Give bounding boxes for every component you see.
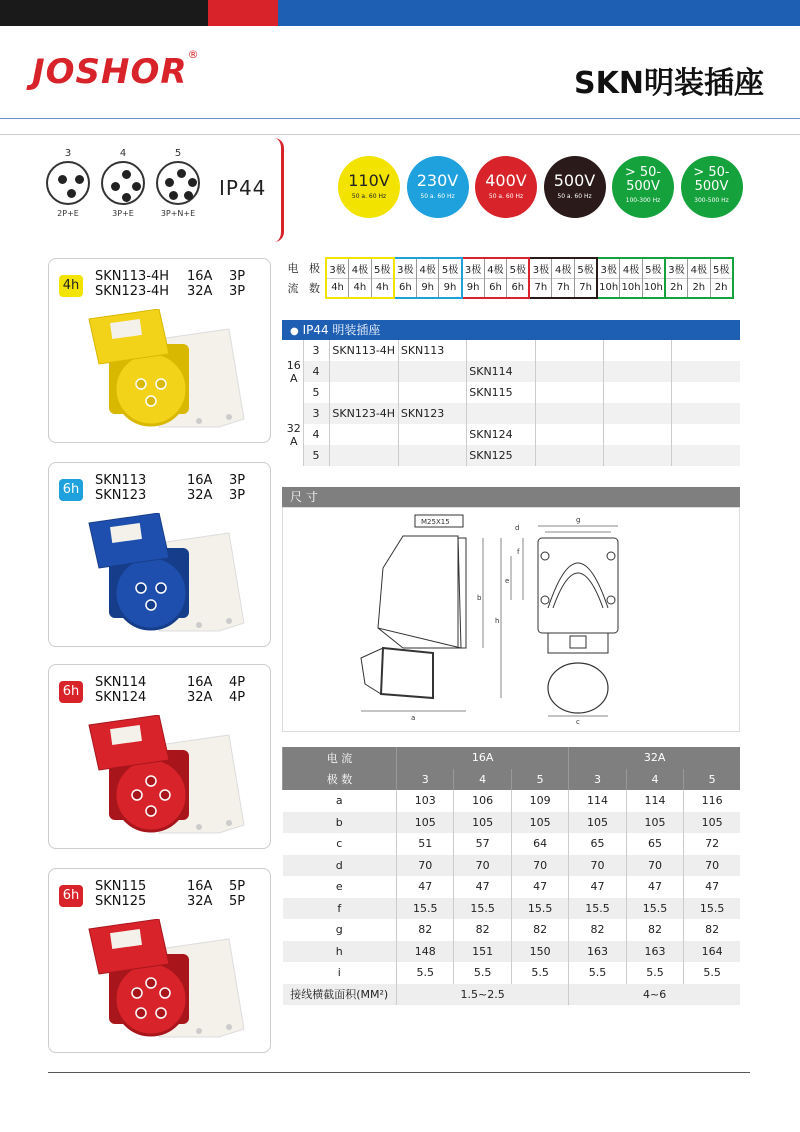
pin-dot [58,175,67,184]
pole-cell: 3极 [394,258,417,278]
pole-count: 3P [229,269,246,284]
pole-cell: 4极 [484,258,507,278]
pole-cell: 3极 [597,258,620,278]
model-cell [535,403,603,424]
pin-dot [75,175,84,184]
hour-cell: 10h [597,278,620,298]
model-cell [535,340,603,361]
model-number: SKN114 [95,675,147,690]
amperage: 16A [187,675,213,690]
amperage: 32A [187,284,213,299]
ip44-section-title: IP44 明装插座 [302,323,381,337]
hour-cell: 9h [416,278,439,298]
product-line [95,284,245,299]
spec-value: 82 [626,919,683,941]
model-cell [603,403,671,424]
spec-value: 70 [454,855,511,877]
hour-cell: 4h [349,278,372,298]
pole-cell: 5极 [507,258,530,278]
spec-wire-row [283,984,741,1006]
pole-table-label: 电 [287,262,299,275]
spec-value: 5.5 [454,962,511,984]
charge-hour-badge: 6h [59,885,83,907]
drop-icon: ● [290,326,299,337]
model-cell [535,445,603,466]
spec-value: 47 [511,876,568,898]
dim-letter-h: h [495,617,500,625]
spec-row-label: h [283,941,397,963]
charge-hour-badge: 6h [59,681,83,703]
model-cell [603,361,671,382]
pole-cell: 5极 [710,258,733,278]
pole-cell: 3极 [529,258,552,278]
socket-face-icon [101,161,145,205]
model-cell [467,403,535,424]
spec-pole-value: 4 [454,769,511,791]
wire-section-32a: 4~6 [569,984,740,1006]
spec-value: 103 [397,790,454,812]
socket-face-icon [156,161,200,205]
hour-cell: 9h [439,278,462,298]
thread-label: M25X15 [421,518,450,526]
dim-letter-g: g [576,516,581,524]
pole-count: 5P [229,879,246,894]
spec-value: 15.5 [569,898,626,920]
hour-cell: 10h [642,278,665,298]
wire-section-label: 接线横截面积(MM²) [283,984,397,1006]
pole-cell: 3极 [462,258,485,278]
ip44-section-header [282,320,740,340]
product-spec-lines [95,879,245,909]
model-number: SKN113 [95,473,147,488]
spec-current-label: 电 流 [283,747,397,769]
model-number: SKN115 [95,879,147,894]
product-line [95,879,245,894]
model-cell [672,424,740,445]
hour-cell: 7h [552,278,575,298]
model-cell [398,361,466,382]
ip44-row [282,445,740,466]
voltage-frequency: 50 a. 60 Hz [420,193,455,200]
ip44-row [282,361,740,382]
spec-value: 47 [454,876,511,898]
product-line [95,690,245,705]
spec-value: 15.5 [397,898,454,920]
model-cell: SKN123-4H [330,403,398,424]
amperage: 16A [187,879,213,894]
model-cell: SKN113 [398,340,466,361]
dimension-drawing [282,507,740,732]
pole-number: 5 [304,382,330,403]
hour-cell: 6h [507,278,530,298]
pole-cell: 5极 [371,258,394,278]
pole-cell: 4极 [552,258,575,278]
model-cell: SKN115 [467,382,535,403]
model-cell [330,445,398,466]
spec-row-label: e [335,880,343,894]
voltage-badge [407,156,469,218]
top-color-bar [0,0,800,26]
spec-value: 65 [569,833,626,855]
model-cell [672,403,740,424]
pin-diagram-5p [156,148,200,218]
brand-logo: JOSHOR® [32,48,200,92]
amperage: 32A [187,690,213,705]
pin-caption: 3P+E [112,209,134,218]
voltage-frequency: 50 a. 60 Hz [557,193,592,200]
voltage-value: 110V [348,171,390,190]
spec-value: 47 [684,876,740,898]
pole-table-label: 数 [309,282,320,295]
spec-value: 70 [684,855,740,877]
product-spec-lines [95,675,245,705]
model-cell [603,382,671,403]
dim-letter-e: e [505,577,510,585]
dimension-section-title: 尺 寸 [290,490,318,504]
model-cell: SKN125 [467,445,535,466]
pin-caption: 2P+E [57,209,79,218]
hour-cell: 7h [529,278,552,298]
spec-row-label: i [337,966,341,980]
spec-value: 116 [684,790,740,812]
pole-count: 4P [229,690,246,705]
product-card [48,462,271,647]
model-cell [467,340,535,361]
current-cell: 32 A [282,403,304,466]
amperage: 32A [187,894,213,909]
spec-value: 15.5 [454,898,511,920]
spec-value: 5.5 [397,962,454,984]
dim-letter-f: f [517,548,520,556]
spec-row [283,962,741,984]
model-cell [535,382,603,403]
hour-cell: 6h [394,278,417,298]
dim-letter-d: d [515,524,520,532]
spec-row-label: d [283,855,397,877]
socket-product-image [69,513,249,643]
model-cell [398,382,466,403]
socket-product-image [69,715,249,845]
hour-cell: 4h [371,278,394,298]
spec-value: 64 [511,833,568,855]
model-cell [603,424,671,445]
product-card [48,868,271,1053]
pin-count: 3 [64,148,72,159]
pin-dot [122,170,131,179]
socket-product-image [69,919,249,1049]
dimension-spec-table [282,747,740,1005]
spec-current-32a: 32A [569,747,740,769]
pin-dot [188,178,197,187]
model-cell [330,382,398,403]
wire-section-16a: 1.5~2.5 [397,984,569,1006]
pole-cell: 3极 [665,258,688,278]
model-cell: SKN113-4H [330,340,398,361]
model-cell [672,361,740,382]
model-cell: SKN124 [467,424,535,445]
spec-header-current [283,747,741,769]
footer-divider [48,1072,750,1073]
spec-value: 82 [684,919,740,941]
model-cell [535,424,603,445]
pole-table-label: 流 [287,282,299,295]
voltage-badge [681,156,743,218]
hour-cell: 2h [710,278,733,298]
product-line [95,269,245,284]
amperage: 16A [187,269,213,284]
pin-dot [177,169,186,178]
spec-row-label: b [283,812,397,834]
pin-dot [122,193,131,202]
current-cell: 16 A [282,340,304,403]
spec-value: 82 [397,919,454,941]
pole-cell: 5极 [642,258,665,278]
spec-value: 47 [626,876,683,898]
pole-number: 4 [304,424,330,445]
spec-row [283,919,741,941]
spec-value: 163 [569,941,626,963]
spec-value: 70 [397,855,454,877]
model-number: SKN123-4H [95,284,170,299]
dimension-section-header [282,487,740,507]
pole-count: 4P [229,675,246,690]
spec-row-label: f [283,898,397,920]
product-card [48,664,271,849]
spec-pole-label: 极 数 [283,769,397,791]
hour-cell: 6h [484,278,507,298]
ip-rating-label: IP44 [219,176,267,200]
spec-value: 65 [626,833,683,855]
page-title: SKN明装插座 [574,66,764,101]
spec-value: 70 [569,855,626,877]
spec-value: 105 [454,812,511,834]
model-cell [603,340,671,361]
pole-cell: 5极 [575,258,598,278]
spec-value: 47 [569,876,626,898]
pole-table-label: 极 [309,262,320,275]
model-cell [672,445,740,466]
ip44-model-table [282,340,740,466]
model-cell [330,361,398,382]
spec-row [283,812,741,834]
spec-value: 5.5 [684,962,740,984]
model-number: SKN113-4H [95,269,170,284]
hour-cell: 10h [620,278,643,298]
hour-cell: 4h [326,278,349,298]
pin-diagram-4p [101,148,145,218]
spec-pole-value: 3 [569,769,626,791]
spec-value: 70 [511,855,568,877]
pole-number: 3 [304,340,330,361]
ip44-row [282,424,740,445]
spec-current-16a: 16A [397,747,569,769]
pin-dot [132,182,141,191]
voltage-value: 500V [553,171,596,190]
pole-count: 3P [229,473,246,488]
spec-row-label: g [335,923,343,937]
product-card [48,258,271,443]
spec-row [283,833,741,855]
pole-cell: 4极 [349,258,372,278]
voltage-frequency: 50 a. 60 Hz [488,193,524,200]
model-cell: SKN123 [398,403,466,424]
spec-value: 163 [626,941,683,963]
pole-cell: 3极 [326,258,349,278]
pole-hour-table [282,257,734,299]
model-cell [330,424,398,445]
pin-caption: 3P+N+E [160,209,196,218]
pole-number: 5 [304,445,330,466]
spec-row [283,941,741,963]
pole-number: 3 [304,403,330,424]
model-number: SKN125 [95,894,147,909]
pin-dot [67,189,76,198]
spec-value: 105 [684,812,740,834]
spec-value: 105 [511,812,568,834]
amperage: 32A [187,488,213,503]
spec-value: 105 [626,812,683,834]
spec-value: 82 [511,919,568,941]
ip44-row [282,382,740,403]
hour-cell: 2h [688,278,711,298]
spec-value: 150 [511,941,568,963]
dimension-drawing-svg [283,508,741,733]
spec-value: 82 [454,919,511,941]
spec-value: 47 [397,876,454,898]
spec-value: 15.5 [626,898,683,920]
product-line [95,488,245,503]
spec-value: 105 [397,812,454,834]
pin-dot [111,182,120,191]
spec-value: 164 [684,941,740,963]
ip44-row [282,340,740,361]
spec-row [283,876,741,898]
dim-letter-a: a [411,714,416,722]
spec-row-label: c [336,837,343,851]
spec-value: 51 [397,833,454,855]
spec-row [283,790,741,812]
voltage-frequency: 300-500 Hz [694,197,729,204]
dim-letter-b: b [477,594,482,602]
product-line [95,473,245,488]
spec-pole-value: 3 [397,769,454,791]
pin-diagram-3p [46,148,90,218]
spec-row [283,855,741,877]
spec-value: 106 [454,790,511,812]
model-cell [603,445,671,466]
top-bar-red [208,0,278,26]
model-cell: SKN114 [467,361,535,382]
pole-count: 5P [229,894,246,909]
hour-cell: 7h [575,278,598,298]
model-cell [398,445,466,466]
voltage-badge [338,156,400,218]
voltage-value: > 50- 500V [624,165,662,194]
spec-value: 148 [397,941,454,963]
charge-hour-badge: 4h [59,275,83,297]
hour-cell: 2h [665,278,688,298]
spec-header-poles [283,769,741,791]
voltage-frequency: 50 a. 60 Hz [351,193,387,200]
ip44-row [282,403,740,424]
pole-count: 3P [229,284,246,299]
spec-value: 57 [454,833,511,855]
pole-number: 4 [304,361,330,382]
socket-product-image [69,309,249,439]
pin-dot [169,191,178,200]
spec-pole-value: 5 [511,769,568,791]
header-divider-thin [0,134,800,135]
pin-dot [184,191,193,200]
voltage-badge [612,156,674,218]
product-spec-lines [95,269,245,299]
spec-value: 15.5 [511,898,568,920]
voltage-badge [544,156,606,218]
spec-value: 109 [511,790,568,812]
spec-value: 105 [569,812,626,834]
spec-row-label: a [335,794,343,808]
charge-hour-badge: 6h [59,479,83,501]
spec-row [283,898,741,920]
hour-cell: 9h [462,278,485,298]
spec-value: 82 [569,919,626,941]
top-bar-blue [278,0,800,26]
product-line [95,675,245,690]
pole-cell: 4极 [416,258,439,278]
pin-count: 5 [174,148,182,159]
model-cell [535,361,603,382]
spec-value: 5.5 [626,962,683,984]
model-cell [672,340,740,361]
pole-cell: 5极 [439,258,462,278]
model-number: SKN123 [95,488,147,503]
amperage: 16A [187,473,213,488]
spec-value: 72 [684,833,740,855]
model-cell [398,424,466,445]
voltage-badge [475,156,537,218]
voltage-value: > 50- 500V [693,165,730,194]
spec-value: 70 [626,855,683,877]
socket-face-icon [46,161,90,205]
spec-pole-value: 4 [626,769,683,791]
spec-pole-value: 5 [684,769,740,791]
pin-count: 4 [119,148,127,159]
pole-cell: 4极 [688,258,711,278]
pole-cell: 4极 [620,258,643,278]
voltage-value: 400V [485,171,527,190]
spec-value: 114 [569,790,626,812]
spec-value: 5.5 [511,962,568,984]
model-number: SKN124 [95,690,147,705]
spec-value: 114 [626,790,683,812]
header-divider [0,118,800,119]
voltage-frequency: 100-300 Hz [625,197,661,204]
red-bracket [272,138,284,242]
spec-value: 15.5 [684,898,740,920]
product-spec-lines [95,473,245,503]
model-cell [672,382,740,403]
spec-value: 151 [454,941,511,963]
dim-letter-c: c [576,718,580,726]
pole-count: 3P [229,488,246,503]
product-line [95,894,245,909]
spec-value: 5.5 [569,962,626,984]
pin-dot [165,178,174,187]
voltage-value: 230V [416,171,459,190]
